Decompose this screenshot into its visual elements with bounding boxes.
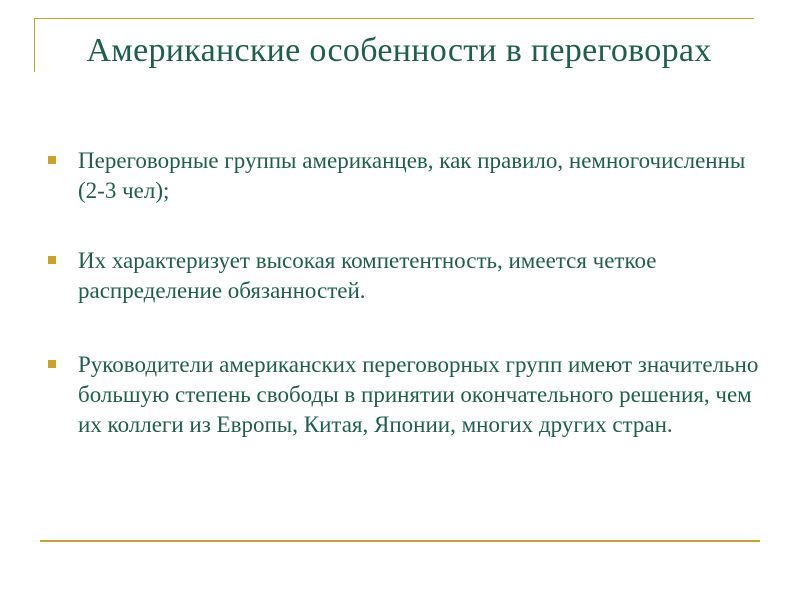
- frame-top-line: [34, 18, 754, 19]
- bullet-text: Переговорные группы американцев, как правило, немногочисленны (2-3 чел);: [78, 148, 746, 203]
- bullet-item: [48, 350, 760, 440]
- slide-title: Американские особенности в переговорах: [86, 32, 712, 69]
- bullet-item: [48, 246, 760, 306]
- frame-bottom-line: [40, 540, 760, 542]
- bullet-list: [48, 146, 760, 480]
- square-bullet-icon: [48, 360, 56, 368]
- bullet-text: Руководители американских переговорных групп имеют значительно большую степень свободы в принятии окончательного решения, чем их коллеги из Европы, Китая, Японии, многих других стран.: [78, 352, 759, 437]
- square-bullet-icon: [48, 256, 56, 264]
- bullet-item: [48, 146, 760, 206]
- square-bullet-icon: [48, 156, 56, 164]
- bullet-text: Их характеризует высокая компетентность, имеется четкое распределение обязанностей.: [78, 248, 657, 303]
